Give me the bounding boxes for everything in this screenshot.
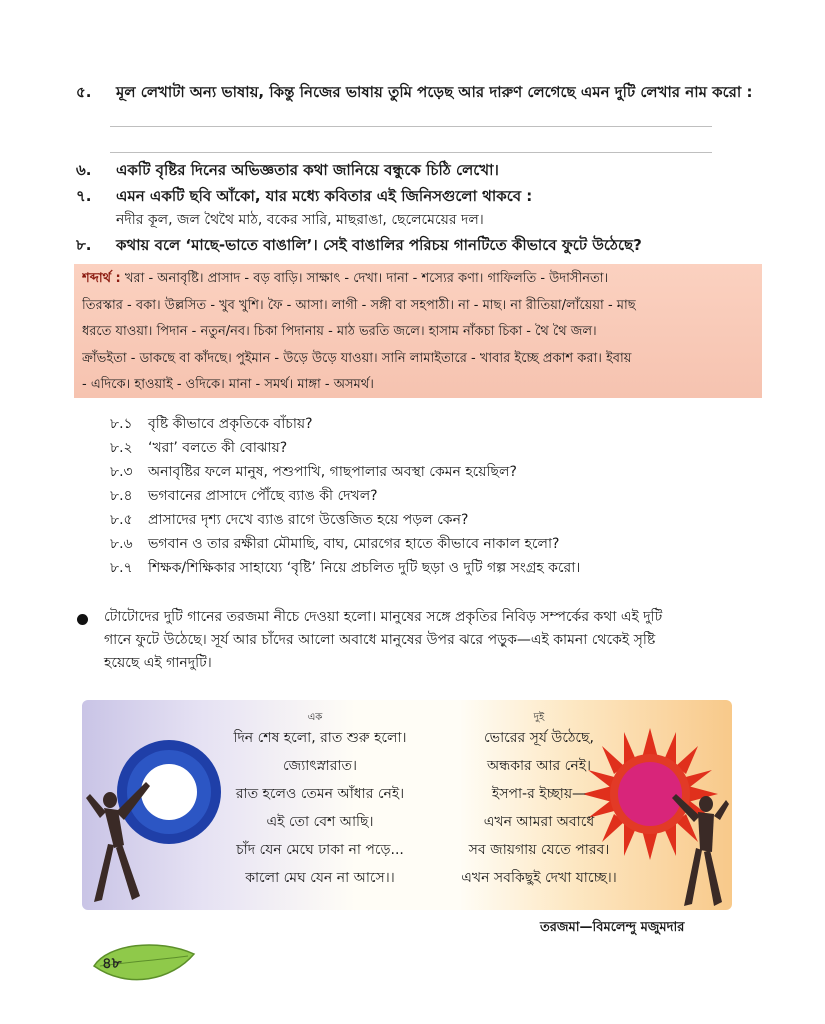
song-line: এখন সবকিছুই দেখা যাচ্ছে।। (461, 870, 617, 886)
song-line: এখন আমরা অবাধে (483, 814, 595, 830)
page-number: ৪৮ (102, 954, 122, 972)
glossary-line: ক্রাঁভইতা - ডাকছে বা কাঁদছে। পুইমান - উড়ে উড়ে যাওয়া। সানি লামাইতারে - খাবার ইচ্ছে প্রকাশ করা। ইবায় (82, 350, 632, 366)
sub-question-text: শিক্ষক/শিক্ষিকার সাহায্যে ‘বৃষ্টি’ নিয়ে প্রচলিত দুটি ছড়া ও দুটি গল্প সংগ্রহ করো। (148, 560, 581, 576)
question-number: ৫. (76, 83, 92, 101)
song-line: ইসপা-র ইচ্ছায়— (491, 786, 587, 802)
glossary-line (82, 266, 754, 293)
sub-question-number: ৮.৭ (110, 560, 133, 576)
song-2 (444, 724, 634, 892)
question-text: মূল লেখাটা অন্য ভাষায়, কিন্তু নিজের ভাষায় তুমি পড়েছ আর দারুণ লেগেছে এমন দুটি লেখার নাম করো : (116, 83, 753, 101)
moon-icon (141, 764, 197, 820)
answer-line-2 (110, 152, 712, 153)
glossary-label: শব্দার্থ : (82, 271, 121, 286)
sub-question-number: ৮.৩ (110, 464, 133, 480)
sub-question (110, 486, 580, 507)
sub-question (110, 510, 580, 531)
intro-line: টোটোদের দুটি গানের তরজমা নীচে দেওয়া হলো। মানুষের সঙ্গে প্রকৃতির নিবিড় সম্পর্কের কথা এই দুটি (104, 609, 663, 625)
sub-question (110, 462, 580, 483)
question-8 (76, 235, 642, 255)
sub-question-number: ৮.২ (110, 440, 133, 456)
answer-line-1 (110, 126, 712, 127)
question-number: ৮. (76, 236, 92, 254)
song-line: এই তো বেশ আছি। (266, 814, 374, 830)
glossary-line: ধরতে যাওয়া। পিদান - নতুন/নব। চিকা পিদানায় - মাঠ ভরতি জলে। হাসাম নাঁকচা চিকা - থৈ থৈ জল। (82, 324, 597, 339)
question-number: ৭. (76, 187, 92, 205)
sub-question-text: প্রাসাদের দৃশ্য দেখে ব্যাঙ রাগে উত্তেজিত হয়ে পড়ল কেন? (148, 512, 469, 528)
glossary-line: তিরস্কার - বকা। উল্লসিত - খুব খুশি। ফৈ - আসা। লাগী - সঙ্গী বা সহপাঠী। না - মাছ। না রীতিয়া/লাঁয়েয়া - মাছ (82, 297, 636, 313)
sub-question-number: ৮.১ (110, 416, 133, 432)
question-number: ৬. (76, 161, 92, 179)
glossary-line: - এদিকে। হাওয়াই - ওদিকে। মানা - সমর্থ। মাঙ্গা - অসমর্থ। (82, 377, 374, 392)
song-line: কালো মেঘ যেন না আসে।। (245, 870, 395, 886)
question-7-items: নদীর কূল, জল থৈথৈ মাঠ, বকের সারি, মাছরাঙা, ছেলেমেয়ের দল। (116, 212, 484, 228)
sub-question-list (110, 414, 580, 579)
song-1-label: এক (307, 712, 323, 723)
song-line: ভোরের সূর্য উঠেছে, (484, 730, 594, 746)
song-line: চাঁদ যেন মেঘে ঢাকা না পড়ে... (236, 842, 404, 858)
question-text: কথায় বলে ‘মাছে-ভাতে বাঙালি’। সেই বাঙালির পরিচয় গানটিতে কীভাবে ফুটে উঠেছে? (116, 236, 642, 254)
song-2-label: দুই (533, 712, 545, 723)
sub-question-number: ৮.৬ (110, 536, 133, 552)
intro-paragraph (104, 606, 662, 675)
sub-question-text: ভগবান ও তার রক্ষীরা মৌমাছি, বাঘ, মোরগের হাতে কীভাবে নাকাল হলো? (148, 536, 560, 552)
song-1 (200, 724, 440, 892)
glossary-text: খরা - অনাবৃষ্টি। প্রাসাদ - বড় বাড়ি। সাক্ষাৎ - দেখা। দানা - শস্যের কণা। গাফিলতি - উদাসীনতা। (124, 271, 609, 286)
song-line: জ্যোৎস্নারাত। (282, 758, 357, 774)
question-text: একটি বৃষ্টির দিনের অভিজ্ঞতার কথা জানিয়ে বন্ধুকে চিঠি লেখো। (116, 161, 499, 179)
sub-question (110, 534, 580, 555)
sub-question (110, 558, 580, 579)
intro-line: গানে ফুটে উঠেছে। সূর্য আর চাঁদের আলো অবাধে মানুষের উপর ঝরে পড়ুক—এই কামনা থেকেই সৃষ্টি (104, 632, 656, 648)
glossary-box (74, 264, 762, 398)
sub-question-number: ৮.৪ (110, 488, 133, 504)
question-text: এমন একটি ছবি আঁকো, যার মধ্যে কবিতার এই জিনিসগুলো থাকবে : (116, 187, 533, 205)
sub-question-text: ‘খরা’ বলতে কী বোঝায়? (148, 440, 288, 456)
sub-question-text: বৃষ্টি কীভাবে প্রকৃতিকে বাঁচায়? (148, 416, 313, 432)
sub-question-number: ৮.৫ (110, 512, 133, 528)
translator-credit: তরজমা—বিমলেন্দু মজুমদার (540, 920, 685, 935)
sub-question-text: অনাবৃষ্টির ফলে মানুষ, পশুপাখি, গাছপালার অবস্থা কেমন হয়েছিল? (148, 464, 517, 480)
song-line: অন্ধকার আর নেই। (486, 758, 592, 774)
intro-line: হয়েছে এই গানদুটি। (104, 655, 212, 671)
question-7 (76, 186, 532, 206)
song-line: দিন শেষ হলো, রাত শুরু হলো। (233, 730, 407, 746)
song-line: সব জায়গায় যেতে পারব। (468, 842, 610, 858)
song-line: রাত হলেও তেমন আঁধার নেই। (235, 786, 405, 802)
question-5 (76, 82, 752, 102)
bullet-icon (77, 614, 88, 625)
sub-question-text: ভগবানের প্রাসাদে পৌঁছে ব্যাঙ কী দেখল? (148, 488, 378, 504)
sub-question (110, 414, 580, 435)
sub-question (110, 438, 580, 459)
question-6 (76, 160, 499, 180)
